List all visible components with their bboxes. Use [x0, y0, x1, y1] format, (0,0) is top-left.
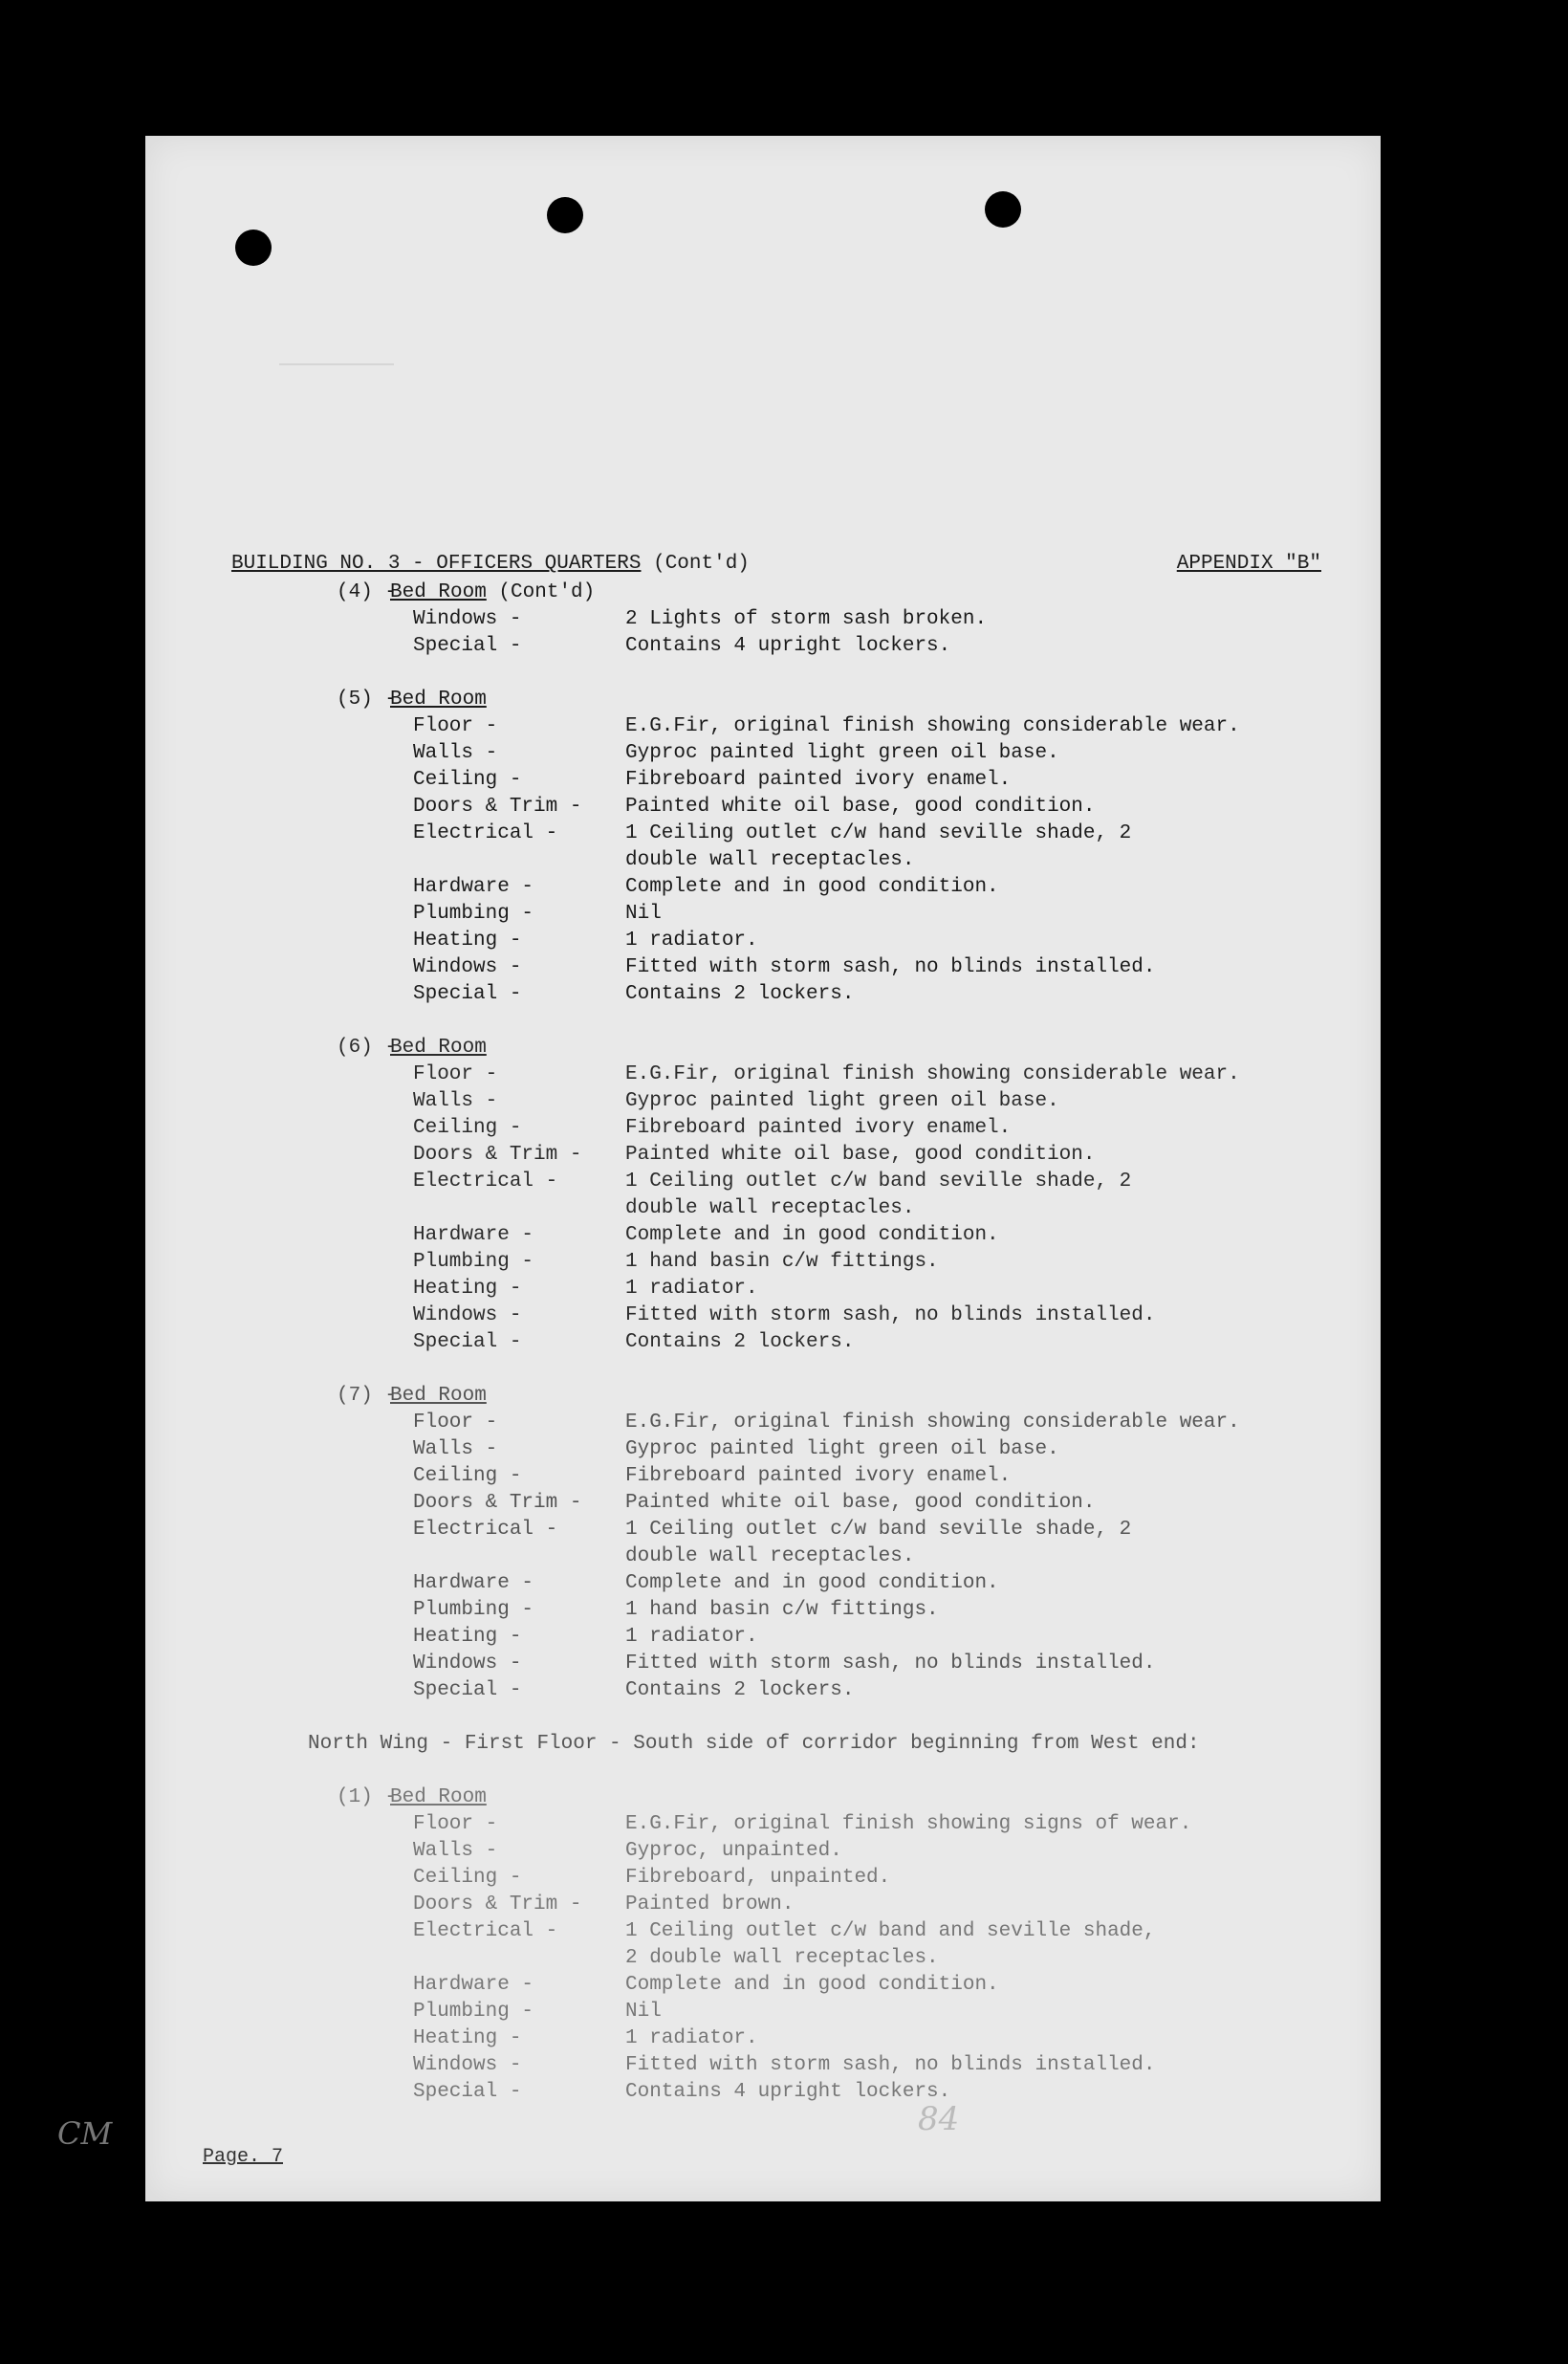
detail-value-continued: double wall receptacles. — [625, 1197, 915, 1219]
detail-value: Fitted with storm sash, no blinds installed. — [625, 1653, 1156, 1674]
room-detail-row — [231, 2052, 1321, 2079]
detail-value: Fibreboard painted ivory enamel. — [625, 1117, 1012, 1139]
room-number: (7) - — [337, 1385, 398, 1407]
room-detail-row — [231, 1463, 1321, 1490]
document-header — [231, 553, 1321, 580]
detail-value: Contains 2 lockers. — [625, 1679, 855, 1701]
detail-label: Electrical - — [413, 1171, 558, 1193]
detail-value: Gyproc painted light green oil base. — [625, 1438, 1059, 1460]
detail-value: Gyproc, unpainted. — [625, 1840, 842, 1862]
detail-value: Gyproc painted light green oil base. — [625, 742, 1059, 764]
detail-label: Windows - — [413, 608, 522, 630]
detail-value: Contains 2 lockers. — [625, 983, 855, 1005]
detail-label: Special - — [413, 1331, 522, 1353]
room-name: Bed Room — [390, 689, 487, 711]
detail-label: Ceiling - — [413, 1117, 522, 1139]
room-detail-row — [231, 1329, 1321, 1356]
detail-value: Painted white oil base, good condition. — [625, 1492, 1096, 1514]
room-detail-row — [231, 1142, 1321, 1169]
detail-value: Nil — [625, 2001, 662, 2023]
room-detail-row — [231, 981, 1321, 1008]
detail-value: E.G.Fir, original finish showing signs of wear. — [625, 1813, 1192, 1835]
room-detail-row — [231, 1410, 1321, 1436]
detail-value: Fitted with storm sash, no blinds installed. — [625, 2054, 1156, 2076]
detail-value: Complete and in good condition. — [625, 1224, 999, 1246]
detail-value: Fitted with storm sash, no blinds installed. — [625, 1304, 1156, 1326]
room-heading — [231, 1784, 1321, 1811]
punch-hole — [547, 197, 583, 233]
detail-label: Walls - — [413, 1090, 498, 1112]
detail-label: Doors & Trim - — [413, 1492, 582, 1514]
detail-value: Contains 2 lockers. — [625, 1331, 855, 1353]
room-name: Bed Room — [390, 1385, 487, 1407]
north-room-list — [231, 1784, 1321, 2106]
detail-label: Windows - — [413, 1653, 522, 1674]
detail-label: Electrical - — [413, 1920, 558, 1942]
room-heading — [231, 1383, 1321, 1410]
room-detail-row — [231, 1651, 1321, 1677]
detail-value: 1 Ceiling outlet c/w band seville shade, 2 — [625, 1519, 1132, 1541]
room-name: Bed Room — [390, 581, 487, 603]
room-detail-row — [231, 794, 1321, 821]
detail-label: Special - — [413, 635, 522, 657]
room-detail-row — [231, 1517, 1321, 1543]
detail-label: Special - — [413, 983, 522, 1005]
detail-label: Ceiling - — [413, 1867, 522, 1889]
room-detail-row — [231, 713, 1321, 740]
detail-label: Hardware - — [413, 876, 534, 898]
detail-label: Walls - — [413, 742, 498, 764]
detail-value: 1 radiator. — [625, 2027, 758, 2049]
detail-label: Doors & Trim - — [413, 796, 582, 818]
room-name: Bed Room — [390, 1037, 487, 1059]
detail-value: Contains 4 upright lockers. — [625, 635, 951, 657]
room-number: (1) - — [337, 1786, 398, 1808]
detail-label: Heating - — [413, 2027, 522, 2049]
detail-value: 1 Ceiling outlet c/w band and seville shade, — [625, 1920, 1156, 1942]
detail-label: Floor - — [413, 715, 498, 737]
room-detail-row — [231, 740, 1321, 767]
room-detail-row — [231, 1999, 1321, 2025]
room-detail-row — [231, 1115, 1321, 1142]
room-detail-row — [231, 1088, 1321, 1115]
room-detail-row — [231, 1597, 1321, 1624]
detail-label: Heating - — [413, 930, 522, 952]
detail-label: Doors & Trim - — [413, 1144, 582, 1166]
room-detail-row — [231, 1490, 1321, 1517]
room-detail-row — [231, 1892, 1321, 1918]
room-heading — [231, 580, 1321, 606]
room-detail-row — [231, 1169, 1321, 1195]
room-detail-row — [231, 874, 1321, 901]
detail-value: E.G.Fir, original finish showing considerable wear. — [625, 715, 1240, 737]
detail-value: Complete and in good condition. — [625, 1974, 999, 1996]
room-detail-row — [231, 1838, 1321, 1865]
room-list — [231, 580, 1321, 1704]
detail-value: Contains 4 upright lockers. — [625, 2081, 951, 2103]
detail-value: Complete and in good condition. — [625, 1572, 999, 1594]
room-detail-row — [231, 1918, 1321, 1945]
detail-label: Electrical - — [413, 1519, 558, 1541]
room-detail-row — [231, 1624, 1321, 1651]
appendix-label: APPENDIX "B" — [1176, 553, 1321, 575]
detail-value: 1 hand basin c/w fittings. — [625, 1599, 939, 1621]
room-detail-row — [231, 821, 1321, 847]
detail-value: 2 Lights of storm sash broken. — [625, 608, 988, 630]
detail-label: Special - — [413, 2081, 522, 2103]
room-detail-row — [231, 1222, 1321, 1249]
document-body — [231, 553, 1321, 2106]
detail-value-continued: double wall receptacles. — [625, 849, 915, 871]
detail-value: E.G.Fir, original finish showing considerable wear. — [625, 1412, 1240, 1434]
detail-label: Hardware - — [413, 1572, 534, 1594]
detail-value: Complete and in good condition. — [625, 876, 999, 898]
detail-label: Heating - — [413, 1278, 522, 1300]
handwritten-initials: CM — [57, 2115, 113, 2152]
detail-label: Plumbing - — [413, 1599, 534, 1621]
room-detail-row — [231, 928, 1321, 954]
room-detail-row — [231, 901, 1321, 928]
detail-label: Windows - — [413, 1304, 522, 1326]
handwritten-page-number: 84 — [918, 2100, 960, 2138]
detail-label: Floor - — [413, 1813, 498, 1835]
detail-label: Special - — [413, 1679, 522, 1701]
detail-value: 1 radiator. — [625, 1626, 758, 1648]
room-detail-row — [231, 1972, 1321, 1999]
room-detail-row — [231, 767, 1321, 794]
room-detail-row — [231, 1570, 1321, 1597]
room-heading — [231, 687, 1321, 713]
room-detail-row — [231, 2079, 1321, 2106]
detail-label: Electrical - — [413, 822, 558, 844]
detail-label: Walls - — [413, 1438, 498, 1460]
detail-value: 1 radiator. — [625, 930, 758, 952]
pencil-mark — [279, 363, 394, 365]
detail-value: Fibreboard painted ivory enamel. — [625, 1465, 1012, 1487]
detail-value: 1 Ceiling outlet c/w hand seville shade, 2 — [625, 822, 1132, 844]
building-title: BUILDING NO. 3 - OFFICERS QUARTERS — [231, 553, 642, 575]
detail-value: Fibreboard painted ivory enamel. — [625, 769, 1012, 791]
room-number: (5) - — [337, 689, 398, 711]
punch-hole — [985, 191, 1021, 228]
room-name-suffix: (Cont'd) — [486, 581, 596, 603]
detail-label: Hardware - — [413, 1974, 534, 1996]
detail-label: Floor - — [413, 1063, 498, 1085]
detail-label: Windows - — [413, 956, 522, 978]
detail-value: 1 Ceiling outlet c/w band seville shade, 2 — [625, 1171, 1132, 1193]
detail-value: Fitted with storm sash, no blinds installed. — [625, 956, 1156, 978]
punch-hole — [235, 230, 272, 266]
detail-value: Nil — [625, 903, 662, 925]
section-note: North Wing - First Floor - South side of corridor beginning from West end: — [308, 1733, 1200, 1755]
detail-value: Painted white oil base, good condition. — [625, 796, 1096, 818]
detail-label: Doors & Trim - — [413, 1893, 582, 1915]
room-detail-row — [231, 1249, 1321, 1276]
detail-label: Walls - — [413, 1840, 498, 1862]
page-number: Page. 7 — [203, 2146, 284, 2168]
room-detail-row — [231, 633, 1321, 660]
room-detail-row — [231, 1276, 1321, 1302]
detail-label: Floor - — [413, 1412, 498, 1434]
detail-value: 1 hand basin c/w fittings. — [625, 1251, 939, 1273]
building-title-suffix: (Cont'd) — [641, 553, 750, 575]
detail-label: Hardware - — [413, 1224, 534, 1246]
room-detail-row — [231, 1811, 1321, 1838]
detail-label: Heating - — [413, 1626, 522, 1648]
detail-label: Plumbing - — [413, 2001, 534, 2023]
detail-value-continued: double wall receptacles. — [625, 1545, 915, 1567]
room-number: (4) - — [337, 581, 398, 603]
room-detail-row — [231, 954, 1321, 981]
detail-value: Gyproc painted light green oil base. — [625, 1090, 1059, 1112]
detail-value: Painted white oil base, good condition. — [625, 1144, 1096, 1166]
detail-value-continued: 2 double wall receptacles. — [625, 1947, 939, 1969]
detail-label: Plumbing - — [413, 903, 534, 925]
detail-label: Ceiling - — [413, 769, 522, 791]
room-detail-row — [231, 1302, 1321, 1329]
detail-label: Windows - — [413, 2054, 522, 2076]
room-name: Bed Room — [390, 1786, 487, 1808]
room-detail-row — [231, 606, 1321, 633]
room-detail-row — [231, 2025, 1321, 2052]
detail-value: Painted brown. — [625, 1893, 795, 1915]
detail-value: E.G.Fir, original finish showing considerable wear. — [625, 1063, 1240, 1085]
detail-label: Ceiling - — [413, 1465, 522, 1487]
detail-value: 1 radiator. — [625, 1278, 758, 1300]
detail-label: Plumbing - — [413, 1251, 534, 1273]
room-detail-row — [231, 1062, 1321, 1088]
room-detail-row — [231, 1677, 1321, 1704]
room-number: (6) - — [337, 1037, 398, 1059]
room-detail-row — [231, 1865, 1321, 1892]
room-heading — [231, 1035, 1321, 1062]
room-detail-row — [231, 1436, 1321, 1463]
detail-value: Fibreboard, unpainted. — [625, 1867, 891, 1889]
